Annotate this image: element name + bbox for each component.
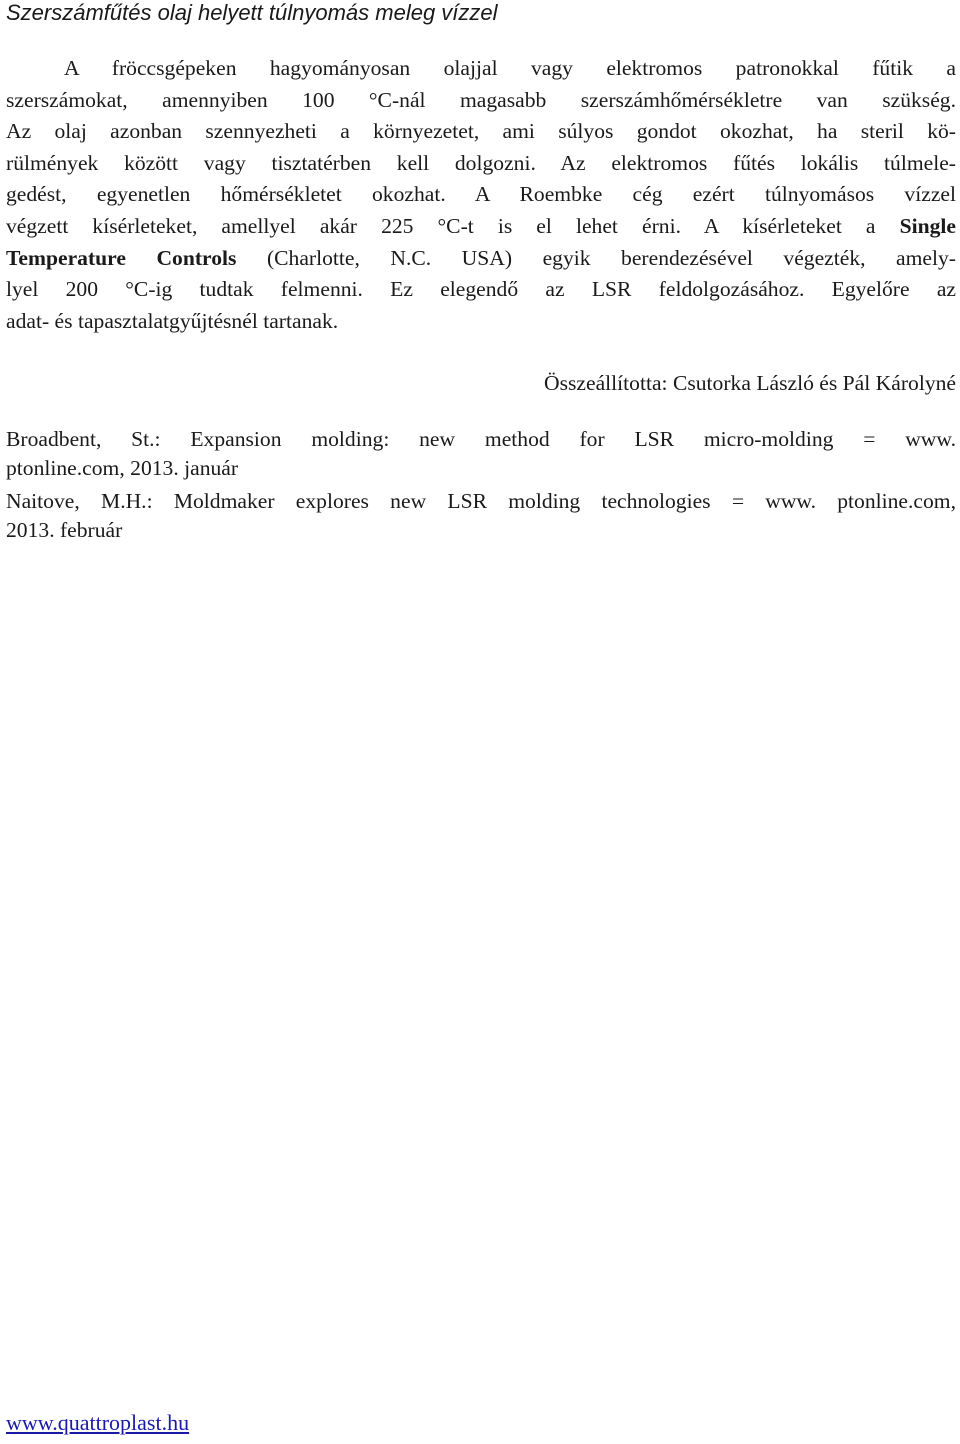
paragraph-text: (Charlotte, N.C. USA) egyik berendezésével végezték, amely- (236, 245, 956, 270)
article-paragraph (6, 53, 956, 337)
compiled-by-credit: Összeállította: Csutorka László és Pál Károlyné (544, 371, 956, 395)
reference-line: Broadbent, St.: Expansion molding: new method for LSR micro-molding = www. (6, 427, 956, 451)
reference-line: ptonline.com, 2013. január (6, 456, 239, 480)
paragraph-line: adat- és tapasztalatgyűjtésnél tartanak. (6, 308, 339, 333)
company-name-bold: Single (899, 213, 956, 238)
reference-line: Naitove, M.H.: Moldmaker explores new LSR molding technologies = www. ptonline.com, (6, 489, 956, 513)
reference-line: 2013. február (6, 518, 123, 542)
paragraph-line: lyel 200 °C-ig tudtak felmenni. Ez elegendő az LSR feldolgozásához. Egyelőre az (6, 277, 956, 302)
company-name-bold: Temperature Controls (6, 245, 237, 270)
reference-item (6, 487, 956, 545)
footer-website-link[interactable]: www.quattroplast.hu (6, 1410, 190, 1435)
section-title: Szerszámfűtés olaj helyett túlnyomás meleg vízzel (6, 0, 498, 25)
paragraph-text: végzett kísérleteket, amellyel akár 225 °C-t is el lehet érni. A kísérleteket a (6, 213, 900, 238)
reference-item (6, 425, 956, 483)
paragraph-line: A fröccsgépeken hagyományosan olajjal vagy elektromos patronokkal fűtik a (64, 56, 956, 80)
paragraph-line: szerszámokat, amennyiben 100 °C-nál magasabb szerszámhőmérsékletre van szükség. (6, 87, 956, 112)
paragraph-line: gedést, egyenetlen hőmérsékletet okozhat. A Roembke cég ezért túlnyomásos vízzel (6, 182, 956, 207)
paragraph-line-mixed (6, 211, 956, 243)
paragraph-line-mixed (6, 243, 956, 275)
paragraph-line: rülmények között vagy tisztatérben kell dolgozni. Az elektromos fűtés lokális túlmele- (6, 150, 956, 175)
paragraph-line: Az olaj azonban szennyezheti a környezetet, ami súlyos gondot okozhat, ha steril kö- (6, 119, 956, 144)
